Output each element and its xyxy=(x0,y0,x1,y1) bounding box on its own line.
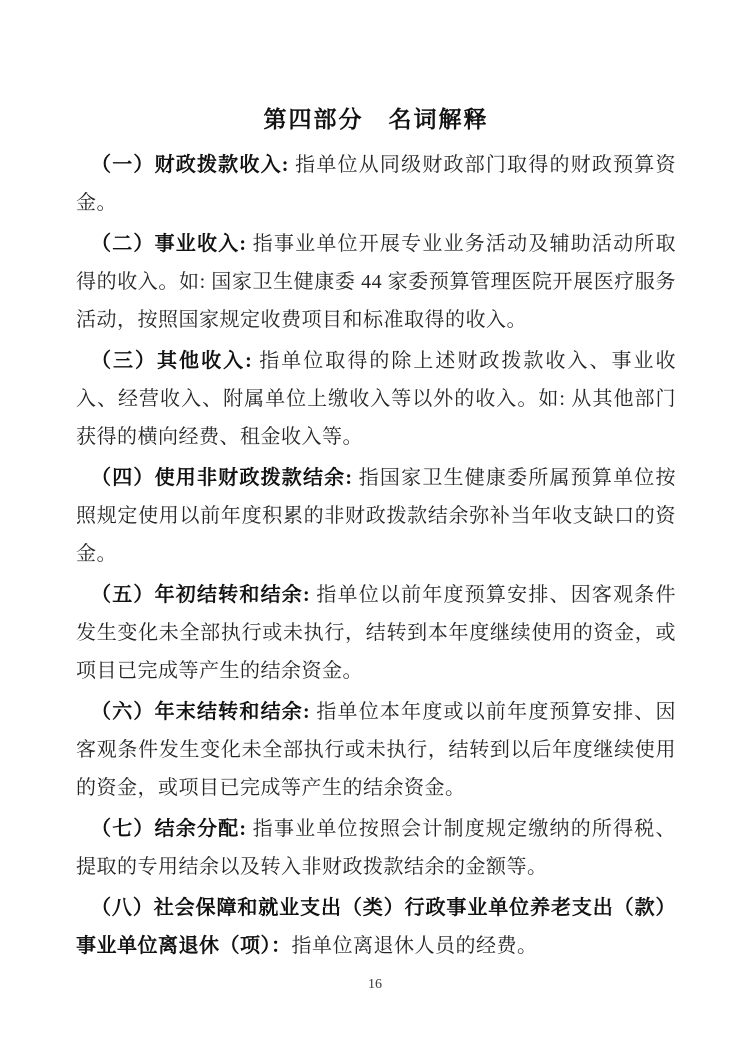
term-paragraph-8 xyxy=(76,889,676,965)
term-paragraph-5 xyxy=(76,576,676,690)
term-label: （三）其他收入: xyxy=(91,350,260,372)
term-label: （六）年末结转和结余: xyxy=(91,701,317,723)
term-label: （一）财政拨款收入: xyxy=(91,154,296,176)
term-label: （四）使用非财政拨款结余: xyxy=(91,467,359,489)
term-paragraph-2 xyxy=(76,225,676,339)
term-definition: 指单位本年度或以前年度预算安排、因客观条件发生变化未全部执行或未执行，结转到以后年度继续使用的资金，或项目已完成等产生的结余资金。 xyxy=(76,701,677,799)
term-paragraph-4 xyxy=(76,459,676,573)
term-definition: 指单位取得的除上述财政拨款收入、事业收入、经营收入、附属单位上缴收入等以外的收入。如: 从其他部门获得的横向经费、租金收入等。 xyxy=(76,350,676,448)
document-content xyxy=(76,96,676,968)
term-paragraph-6 xyxy=(76,693,676,807)
term-label: （七）结余分配: xyxy=(91,818,253,840)
term-definition: 指单位离退休人员的经费。 xyxy=(291,935,538,957)
term-definition: 指单位以前年度预算安排、因客观条件发生变化未全部执行或未执行，结转到本年度继续使用的资金，或项目已完成等产生的结余资金。 xyxy=(76,584,677,682)
page-title: 第四部分 名词解释 xyxy=(263,106,489,132)
term-definition: 指事业单位按照会计制度规定缴纳的所得税、提取的专用结余以及转入非财政拨款结余的金额等。 xyxy=(76,818,676,878)
term-paragraph-7 xyxy=(76,810,676,886)
term-definition: 指国家卫生健康委所属预算单位按照规定使用以前年度积累的非财政拨款结余弥补当年收支缺口的资金。 xyxy=(76,467,676,565)
term-label: （二）事业收入: xyxy=(91,233,253,255)
term-label: （八）社会保障和就业支出（类）行政事业单位养老支出（款）事业单位离退休（项）： xyxy=(76,897,676,957)
term-label: （五）年初结转和结余: xyxy=(91,584,317,606)
term-paragraph-3 xyxy=(76,342,676,456)
page-number: 16 xyxy=(368,977,382,992)
term-definition: 指事业单位开展专业业务活动及辅助活动所取得的收入。如: 国家卫生健康委 44 家委预算管理医院开展医疗服务活动，按照国家规定收费项目和标准取得的收入。 xyxy=(76,233,676,331)
term-definition: 指单位从同级财政部门取得的财政预算资金。 xyxy=(76,154,676,214)
term-paragraph-1 xyxy=(76,146,676,222)
